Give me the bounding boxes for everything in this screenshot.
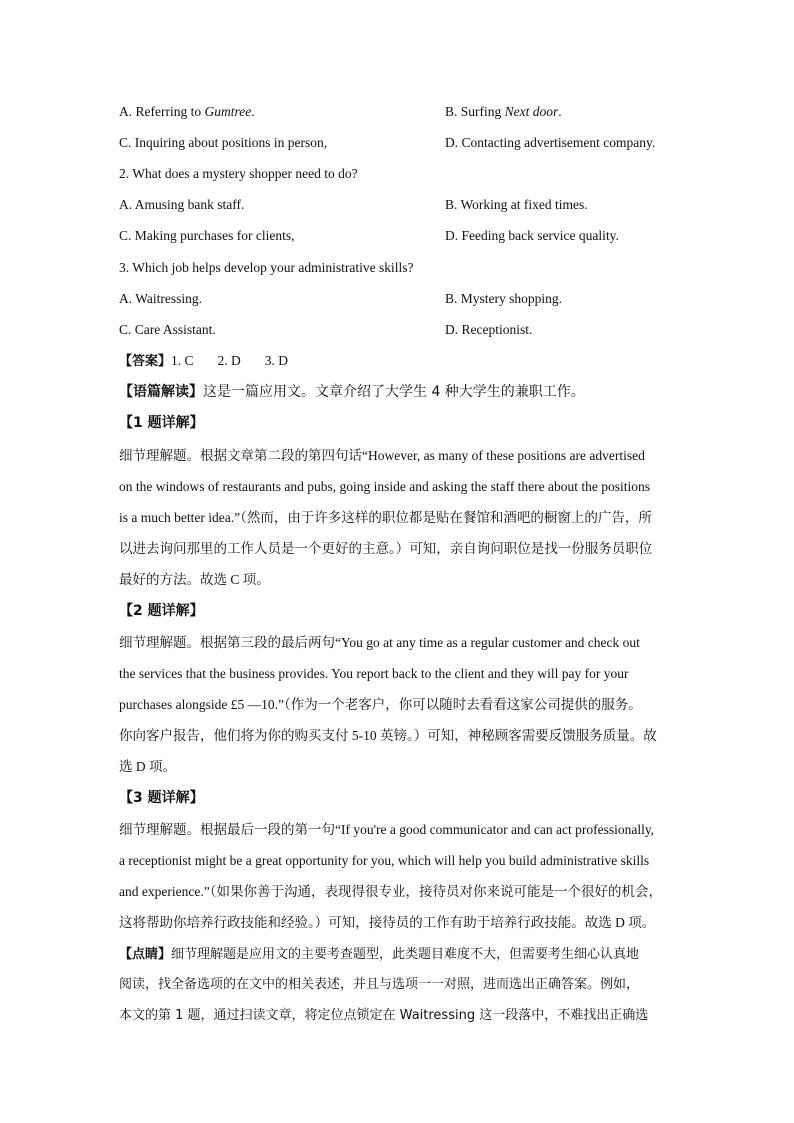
q1-option-a[interactable]: A. Referring to Gumtree. <box>119 104 255 119</box>
detail3-paragraph <box>119 814 675 938</box>
detail2-paragraph <box>119 627 675 782</box>
q2-options-row-cd <box>119 225 679 247</box>
detail3-line: 细节理解题。根据最后一段的第一句“If you're a good communicator and can act professionally, <box>119 822 655 837</box>
q3-option-d[interactable]: D. Receptionist. <box>445 322 533 337</box>
q1-option-c[interactable]: C. Inquiring about positions in person, <box>119 135 328 150</box>
q2-question: 2. What does a mystery shopper need to do? <box>119 166 358 181</box>
detail1-line: 细节理解题。根据文章第二段的第四句话“However, as many of these positions are advertised <box>119 448 645 463</box>
detail2-line: the services that the business provides. You report back to the client and they will pay for your <box>119 666 629 681</box>
q1-option-d[interactable]: D. Contacting advertisement company. <box>445 135 656 150</box>
q3-options-row-cd <box>119 319 679 341</box>
q2-options-row-ab <box>119 194 679 216</box>
q1-options-row-ab <box>119 101 679 123</box>
answer-label: 【答案】 <box>119 354 172 369</box>
answer-line <box>119 350 288 373</box>
detail3-heading: 【3 题详解】 <box>119 790 204 806</box>
detail2-line: 细节理解题。根据第三段的最后两句“You go at any time as a regular customer and check out <box>119 635 640 650</box>
detail3-line: a receptionist might be a great opportunity for you, which will help you build administrative skills <box>119 853 650 868</box>
q2-option-d[interactable]: D. Feeding back service quality. <box>445 228 619 243</box>
detail1-paragraph <box>119 440 675 595</box>
reading-summary <box>119 381 585 403</box>
detail3-line: and experience.”（如果你善于沟通，表现得很专业，接待员对你来说可能是一个很好的机会， <box>119 884 662 899</box>
reading-text: 这是一篇应用文。文章介绍了大学生 4 种大学生的兼职工作。 <box>203 384 585 400</box>
tips-label: 【点睛】 <box>119 947 172 962</box>
q3-option-a[interactable]: A. Waitressing. <box>119 291 203 306</box>
detail2-heading: 【2 题详解】 <box>119 603 204 619</box>
q2-option-a[interactable]: A. Amusing bank staff. <box>119 197 245 212</box>
detail1-heading: 【1 题详解】 <box>119 415 204 431</box>
q3-options-row-ab <box>119 288 679 310</box>
answer-1: 1. C <box>171 353 194 368</box>
tips-line: 【点睛】细节理解题是应用文的主要考查题型，此类题目难度不大，但需要考生细心认真地 <box>119 947 640 962</box>
q1-options-row-cd <box>119 132 679 154</box>
q3-option-c[interactable]: C. Care Assistant. <box>119 322 216 337</box>
reading-label: 【语篇解读】 <box>119 384 203 400</box>
detail1-line: 最好的方法。故选 C 项。 <box>119 572 270 587</box>
tips-line: 本文的第 1 题，通过扫读文章，将定位点锁定在 Waitressing 这一段落中，不难找出正确选 <box>119 1008 649 1023</box>
q2-option-c[interactable]: C. Making purchases for clients, <box>119 228 295 243</box>
detail3-line: 这将帮助你培养行政技能和经验。）可知，接待员的工作有助于培养行政技能。故选 D 项。 <box>119 915 656 930</box>
q3-question: 3. Which job helps develop your administrative skills? <box>119 260 414 275</box>
q1-option-b[interactable]: B. Surfing Next door. <box>445 104 562 119</box>
answer-3: 3. D <box>264 353 289 368</box>
answer-2: 2. D <box>217 353 241 368</box>
detail2-line: 你向客户报告，他们将为你的购买支付 5-10 英镑。）可知，神秘顾客需要反馈服务质量。故 <box>119 728 657 743</box>
detail1-line: 以进去询问那里的工作人员是一个更好的主意。）可知，亲自询问职位是找一份服务员职位 <box>119 541 653 556</box>
detail1-line: on the windows of restaurants and pubs, going inside and asking the staff there about the positions <box>119 479 651 494</box>
detail1-line: is a much better idea.”（然而，由于许多这样的职位都是贴在餐馆和酒吧的橱窗上的广告，所 <box>119 510 652 525</box>
q2-option-b[interactable]: B. Working at fixed times. <box>445 197 588 212</box>
detail2-line: purchases alongside £5 —10.”（作为一个老客户，你可以随时去看看这家公司提供的服务。 <box>119 697 642 712</box>
q3-option-b[interactable]: B. Mystery shopping. <box>445 291 563 306</box>
tips-line: 阅读，找全备选项的在文中的相关表述，并且与选项一一对照，进而选出正确答案。例如， <box>119 977 640 992</box>
detail2-line: 选 D 项。 <box>119 759 176 774</box>
tips-paragraph <box>119 938 675 1031</box>
